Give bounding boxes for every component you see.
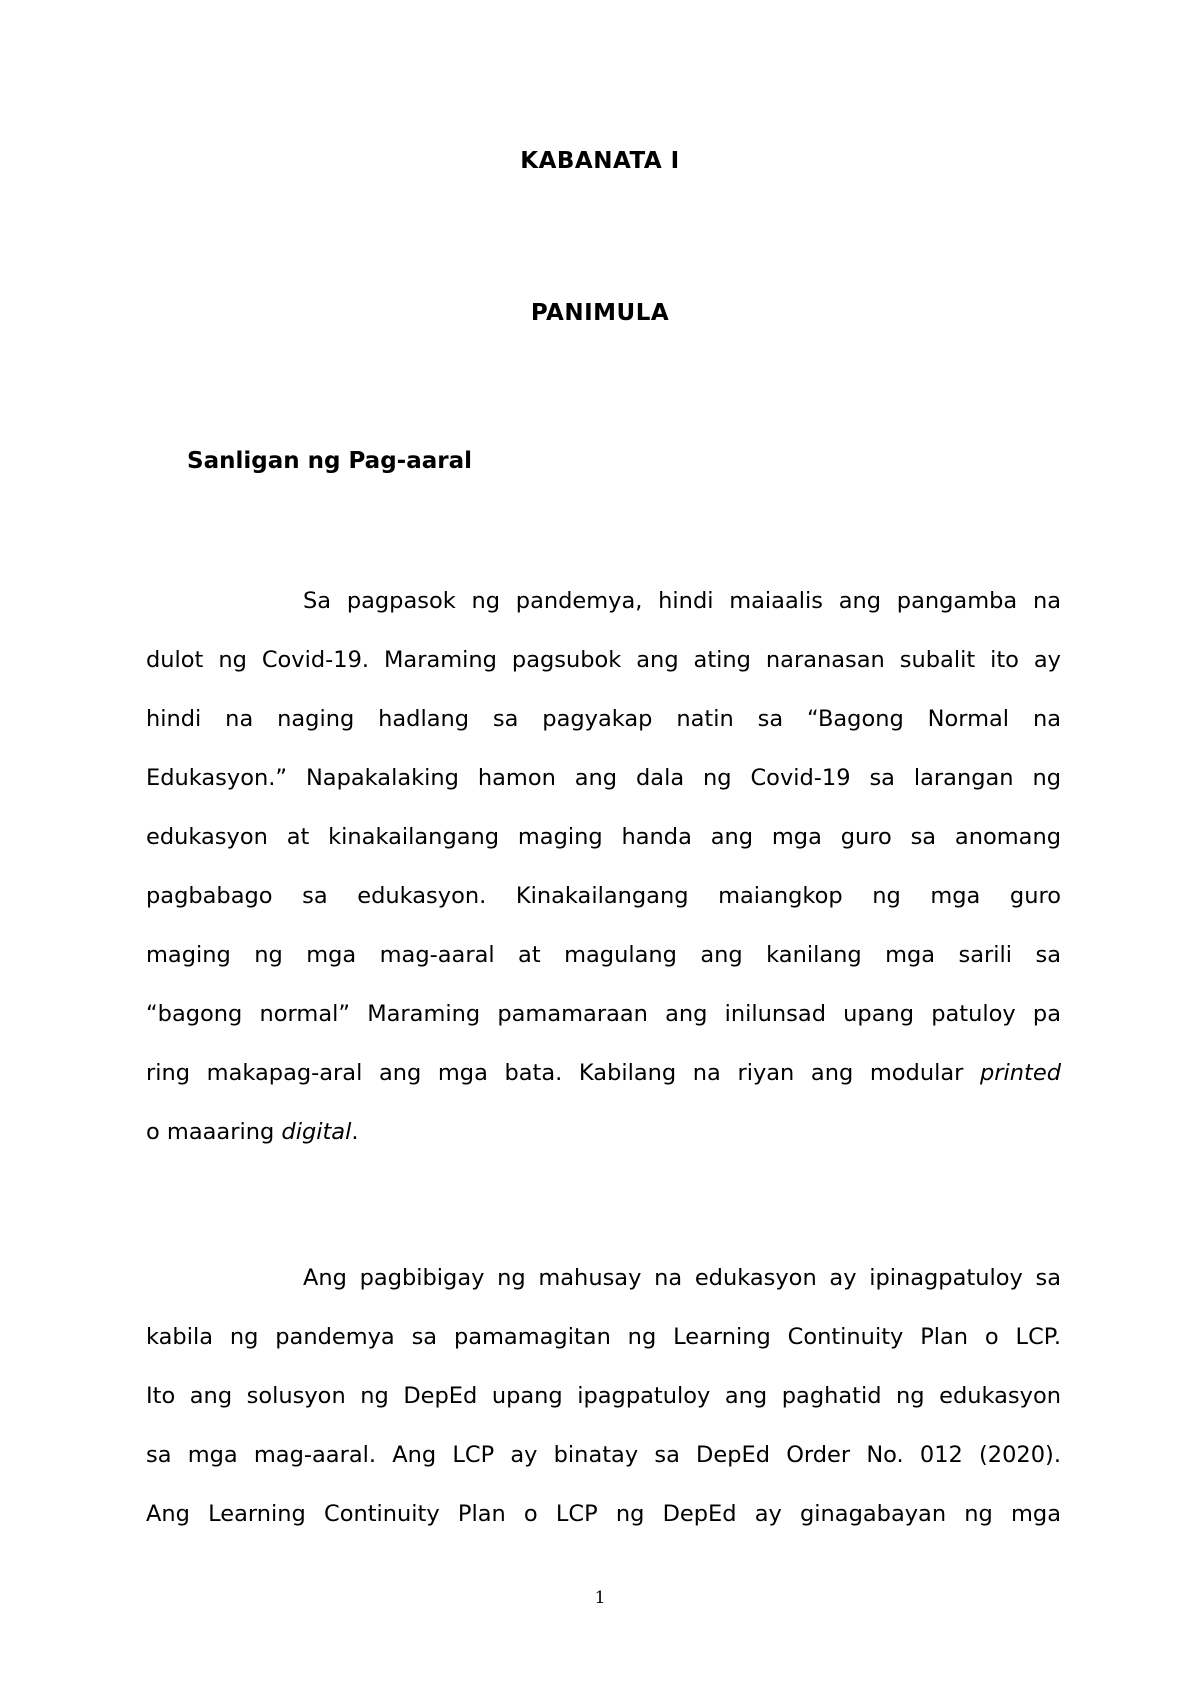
chapter-number: KABANATA I xyxy=(520,148,680,174)
chapter-title: PANIMULA xyxy=(530,300,670,326)
line-text: o maaaring xyxy=(146,1119,282,1145)
paragraph-line: Ang Learning Continuity Plan o LCP ng DepEd ay ginagabayan ng mga xyxy=(146,1501,1061,1527)
paragraph-line xyxy=(146,1044,1061,1103)
paragraph-line: edukasyon at kinakailangang maging handa ang mga guro sa anomang xyxy=(146,824,1061,850)
paragraph-line: Ito ang solusyon ng DepEd upang ipagpatuloy ang paghatid ng edukasyon xyxy=(146,1383,1061,1409)
paragraph-line: “bagong normal” Maraming pamamaraan ang inilunsad upang patuloy pa xyxy=(146,1001,1061,1027)
paragraph-2 xyxy=(146,1249,1061,1544)
section-heading: Sanligan ng Pag-aaral xyxy=(187,448,472,474)
paragraph-line: dulot ng Covid-19. Maraming pagsubok ang ating naranasan subalit ito ay xyxy=(146,647,1061,673)
paragraph-line: Ang pagbibigay ng mahusay na edukasyon ay ipinagpatuloy sa xyxy=(303,1265,1061,1291)
italic-term: digital xyxy=(281,1119,352,1145)
line-text: . xyxy=(351,1119,359,1145)
paragraph-1 xyxy=(146,572,1061,1162)
paragraph-line: hindi na naging hadlang sa pagyakap natin sa “Bagong Normal na xyxy=(146,706,1061,732)
paragraph-line: Sa pagpasok ng pandemya, hindi maiaalis ang pangamba na xyxy=(303,588,1061,614)
paragraph-line: pagbabago sa edukasyon. Kinakailangang maiangkop ng mga guro xyxy=(146,883,1061,909)
paragraph-line: maging ng mga mag-aaral at magulang ang kanilang mga sarili sa xyxy=(146,942,1061,968)
line-text: ring makapag-aral ang mga bata. Kabilang na riyan ang modular xyxy=(146,1060,980,1086)
paragraph-line: kabila ng pandemya sa pamamagitan ng Learning Continuity Plan o LCP. xyxy=(146,1324,1061,1350)
paragraph-line xyxy=(146,1103,1061,1162)
page-number: 1 xyxy=(594,1588,606,1608)
italic-term: printed xyxy=(980,1060,1061,1086)
paragraph-line: sa mga mag-aaral. Ang LCP ay binatay sa DepEd Order No. 012 (2020). xyxy=(146,1442,1061,1468)
paragraph-line: Edukasyon.” Napakalaking hamon ang dala ng Covid-19 sa larangan ng xyxy=(146,765,1061,791)
